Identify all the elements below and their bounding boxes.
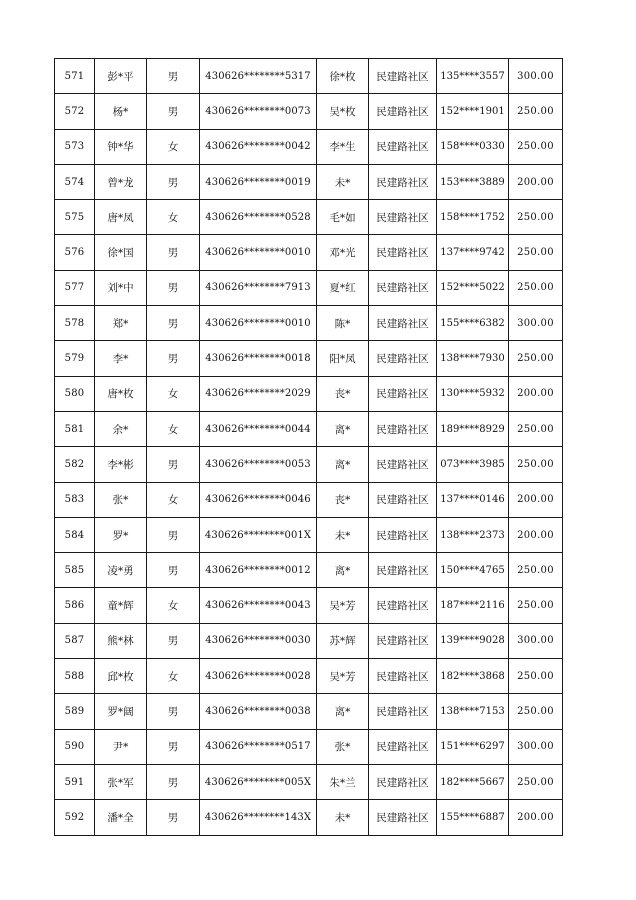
id-number: 430626********0044 [200, 411, 317, 446]
table-row [55, 553, 563, 588]
gender: 女 [147, 129, 200, 164]
guardian-name: 阳*凤 [317, 341, 369, 376]
person-name: 罗*阔 [95, 694, 147, 729]
id-number: 430626********0038 [200, 694, 317, 729]
phone-number: 139****9028 [437, 623, 509, 658]
guardian-name: 吴*枚 [317, 94, 369, 129]
phone-number: 151****6297 [437, 729, 509, 764]
table-row [55, 447, 563, 482]
guardian-name: 苏*辉 [317, 623, 369, 658]
gender: 男 [147, 623, 200, 658]
amount: 250.00 [509, 553, 563, 588]
amount: 200.00 [509, 482, 563, 517]
guardian-name: 张* [317, 729, 369, 764]
guardian-name: 离* [317, 553, 369, 588]
row-number: 582 [55, 447, 95, 482]
gender: 男 [147, 306, 200, 341]
table-row [55, 376, 563, 411]
id-number: 430626********0042 [200, 129, 317, 164]
community: 民建路社区 [369, 376, 437, 411]
phone-number: 158****1752 [437, 200, 509, 235]
id-number: 430626********0053 [200, 447, 317, 482]
guardian-name: 丧* [317, 482, 369, 517]
amount: 200.00 [509, 164, 563, 199]
table-row [55, 411, 563, 446]
amount: 200.00 [509, 800, 563, 835]
amount: 250.00 [509, 129, 563, 164]
row-number: 571 [55, 59, 95, 94]
id-number: 430626********0010 [200, 306, 317, 341]
phone-number: 138****2373 [437, 517, 509, 552]
phone-number: 152****1901 [437, 94, 509, 129]
row-number: 588 [55, 659, 95, 694]
amount: 250.00 [509, 341, 563, 376]
community: 民建路社区 [369, 553, 437, 588]
person-name: 唐*枚 [95, 376, 147, 411]
id-number: 430626********2029 [200, 376, 317, 411]
community: 民建路社区 [369, 200, 437, 235]
community: 民建路社区 [369, 59, 437, 94]
person-name: 李*彬 [95, 447, 147, 482]
community: 民建路社区 [369, 482, 437, 517]
row-number: 590 [55, 729, 95, 764]
community: 民建路社区 [369, 164, 437, 199]
row-number: 584 [55, 517, 95, 552]
guardian-name: 离* [317, 411, 369, 446]
row-number: 581 [55, 411, 95, 446]
gender: 男 [147, 553, 200, 588]
row-number: 587 [55, 623, 95, 658]
row-number: 592 [55, 800, 95, 835]
gender: 女 [147, 411, 200, 446]
person-name: 郑* [95, 306, 147, 341]
table-row [55, 306, 563, 341]
amount: 300.00 [509, 59, 563, 94]
row-number: 573 [55, 129, 95, 164]
row-number: 572 [55, 94, 95, 129]
phone-number: 182****5667 [437, 764, 509, 799]
phone-number: 182****3868 [437, 659, 509, 694]
gender: 男 [147, 59, 200, 94]
guardian-name: 离* [317, 694, 369, 729]
gender: 男 [147, 517, 200, 552]
row-number: 586 [55, 588, 95, 623]
person-name: 张*军 [95, 764, 147, 799]
guardian-name: 吴*芳 [317, 588, 369, 623]
guardian-name: 毛*如 [317, 200, 369, 235]
gender: 女 [147, 482, 200, 517]
community: 民建路社区 [369, 235, 437, 270]
row-number: 591 [55, 764, 95, 799]
community: 民建路社区 [369, 94, 437, 129]
amount: 200.00 [509, 376, 563, 411]
amount: 300.00 [509, 729, 563, 764]
table-row [55, 129, 563, 164]
amount: 200.00 [509, 517, 563, 552]
community: 民建路社区 [369, 517, 437, 552]
row-number: 580 [55, 376, 95, 411]
person-name: 唐*凤 [95, 200, 147, 235]
community: 民建路社区 [369, 588, 437, 623]
person-name: 杨* [95, 94, 147, 129]
phone-number: 135****3557 [437, 59, 509, 94]
gender: 男 [147, 164, 200, 199]
id-number: 430626********0019 [200, 164, 317, 199]
phone-number: 158****0330 [437, 129, 509, 164]
gender: 男 [147, 447, 200, 482]
roster-body [55, 59, 563, 836]
phone-number: 073****3985 [437, 447, 509, 482]
person-name: 凌*勇 [95, 553, 147, 588]
community: 民建路社区 [369, 623, 437, 658]
guardian-name: 朱*兰 [317, 764, 369, 799]
row-number: 578 [55, 306, 95, 341]
table-row [55, 482, 563, 517]
id-number: 430626********001X [200, 517, 317, 552]
gender: 女 [147, 659, 200, 694]
table-row [55, 588, 563, 623]
amount: 250.00 [509, 764, 563, 799]
id-number: 430626********0046 [200, 482, 317, 517]
community: 民建路社区 [369, 729, 437, 764]
phone-number: 153****3889 [437, 164, 509, 199]
row-number: 575 [55, 200, 95, 235]
table-row [55, 623, 563, 658]
community: 民建路社区 [369, 306, 437, 341]
person-name: 余* [95, 411, 147, 446]
row-number: 583 [55, 482, 95, 517]
id-number: 430626********143X [200, 800, 317, 835]
id-number: 430626********0073 [200, 94, 317, 129]
person-name: 张* [95, 482, 147, 517]
person-name: 童*辉 [95, 588, 147, 623]
phone-number: 130****5932 [437, 376, 509, 411]
guardian-name: 吴*芳 [317, 659, 369, 694]
person-name: 曾*龙 [95, 164, 147, 199]
guardian-name: 离* [317, 447, 369, 482]
community: 民建路社区 [369, 764, 437, 799]
guardian-name: 未* [317, 164, 369, 199]
gender: 女 [147, 588, 200, 623]
amount: 250.00 [509, 694, 563, 729]
gender: 男 [147, 94, 200, 129]
id-number: 430626********0028 [200, 659, 317, 694]
person-name: 熊*林 [95, 623, 147, 658]
community: 民建路社区 [369, 129, 437, 164]
amount: 250.00 [509, 200, 563, 235]
id-number: 430626********0528 [200, 200, 317, 235]
id-number: 430626********5317 [200, 59, 317, 94]
gender: 男 [147, 800, 200, 835]
table-row [55, 800, 563, 835]
table-row [55, 59, 563, 94]
guardian-name: 丧* [317, 376, 369, 411]
table-row [55, 341, 563, 376]
table-row [55, 764, 563, 799]
id-number: 430626********0043 [200, 588, 317, 623]
table-row [55, 235, 563, 270]
amount: 250.00 [509, 447, 563, 482]
gender: 男 [147, 235, 200, 270]
amount: 300.00 [509, 306, 563, 341]
person-name: 徐*国 [95, 235, 147, 270]
community: 民建路社区 [369, 411, 437, 446]
amount: 250.00 [509, 659, 563, 694]
table-row [55, 164, 563, 199]
table-row [55, 270, 563, 305]
person-name: 彭*平 [95, 59, 147, 94]
phone-number: 155****6382 [437, 306, 509, 341]
person-name: 钟*华 [95, 129, 147, 164]
amount: 250.00 [509, 94, 563, 129]
table-row [55, 729, 563, 764]
gender: 男 [147, 341, 200, 376]
gender: 男 [147, 694, 200, 729]
community: 民建路社区 [369, 800, 437, 835]
phone-number: 155****6887 [437, 800, 509, 835]
roster-table [54, 58, 563, 836]
person-name: 刘*中 [95, 270, 147, 305]
person-name: 李* [95, 341, 147, 376]
phone-number: 138****7930 [437, 341, 509, 376]
guardian-name: 未* [317, 800, 369, 835]
id-number: 430626********0030 [200, 623, 317, 658]
id-number: 430626********0018 [200, 341, 317, 376]
id-number: 430626********7913 [200, 270, 317, 305]
amount: 250.00 [509, 270, 563, 305]
table-row [55, 200, 563, 235]
guardian-name: 夏*红 [317, 270, 369, 305]
community: 民建路社区 [369, 694, 437, 729]
phone-number: 152****5022 [437, 270, 509, 305]
id-number: 430626********0012 [200, 553, 317, 588]
gender: 女 [147, 200, 200, 235]
amount: 250.00 [509, 588, 563, 623]
gender: 女 [147, 376, 200, 411]
amount: 250.00 [509, 411, 563, 446]
phone-number: 137****0146 [437, 482, 509, 517]
row-number: 574 [55, 164, 95, 199]
guardian-name: 徐*枚 [317, 59, 369, 94]
community: 民建路社区 [369, 341, 437, 376]
phone-number: 137****9742 [437, 235, 509, 270]
row-number: 577 [55, 270, 95, 305]
phone-number: 138****7153 [437, 694, 509, 729]
table-row [55, 694, 563, 729]
community: 民建路社区 [369, 659, 437, 694]
phone-number: 150****4765 [437, 553, 509, 588]
gender: 男 [147, 764, 200, 799]
row-number: 576 [55, 235, 95, 270]
gender: 男 [147, 270, 200, 305]
person-name: 罗* [95, 517, 147, 552]
guardian-name: 陈* [317, 306, 369, 341]
table-row [55, 659, 563, 694]
row-number: 589 [55, 694, 95, 729]
table-row [55, 94, 563, 129]
row-number: 585 [55, 553, 95, 588]
phone-number: 189****8929 [437, 411, 509, 446]
person-name: 邱*枚 [95, 659, 147, 694]
guardian-name: 邓*光 [317, 235, 369, 270]
table-row [55, 517, 563, 552]
guardian-name: 李*生 [317, 129, 369, 164]
community: 民建路社区 [369, 447, 437, 482]
community: 民建路社区 [369, 270, 437, 305]
id-number: 430626********0010 [200, 235, 317, 270]
person-name: 尹* [95, 729, 147, 764]
person-name: 潘*全 [95, 800, 147, 835]
row-number: 579 [55, 341, 95, 376]
id-number: 430626********005X [200, 764, 317, 799]
amount: 300.00 [509, 623, 563, 658]
id-number: 430626********0517 [200, 729, 317, 764]
gender: 男 [147, 729, 200, 764]
amount: 250.00 [509, 235, 563, 270]
phone-number: 187****2116 [437, 588, 509, 623]
guardian-name: 未* [317, 517, 369, 552]
